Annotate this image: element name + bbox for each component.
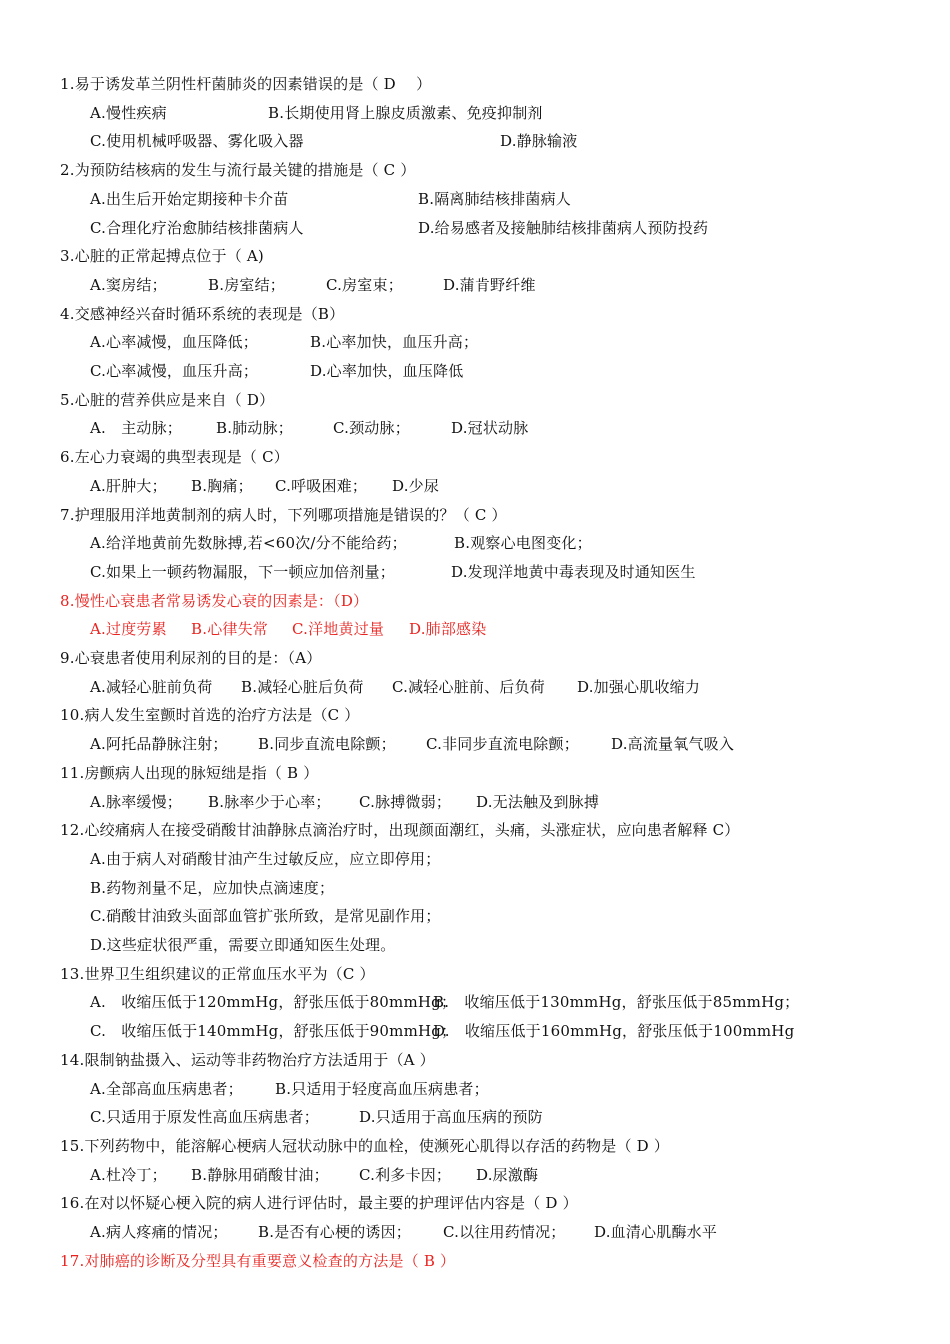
answer-option: B.同步直流电除颤； (258, 735, 396, 754)
answer-option: C.房室束； (326, 275, 403, 294)
question-stem: 8.慢性心衰患者常易诱发心衰的因素是：（D） (60, 591, 369, 610)
answer-option: B.是否有心梗的诱因； (258, 1223, 411, 1241)
answer-option: B.只适用于轻度高血压病患者； (275, 1079, 489, 1098)
answer-option: A.阿托品静脉注射； (90, 735, 228, 754)
answer-option: B.药物剂量不足，应加快点滴速度； (90, 878, 335, 897)
answer-option: C.合理化疗治愈肺结核排菌病人 (90, 218, 304, 237)
answer-option: A.由于病人对硝酸甘油产生过敏反应，应立即停用； (90, 849, 441, 868)
answer-option: D.少尿 (392, 476, 440, 495)
question-stem: 6.左心力衰竭的典型表现是（ C） (60, 448, 289, 467)
answer-option: A.病人疼痛的情况； (90, 1223, 228, 1241)
answer-option: B.胸痛； (191, 476, 253, 495)
question-stem: 13.世界卫生组织建议的正常血压水平为（C ） (60, 964, 375, 983)
answer-option: A.肝肿大； (90, 476, 167, 495)
answer-option: C.如果上一顿药物漏服，下一顿应加倍剂量； (90, 562, 395, 581)
answer-option: D.尿激酶 (476, 1165, 539, 1184)
answer-option: B.心律失常 (191, 620, 268, 639)
answer-option: D.这些症状很严重，需要立即通知医生处理。 (90, 936, 396, 954)
answer-option: D.只适用于高血压病的预防 (359, 1108, 543, 1127)
answer-option: D.肺部感染 (409, 620, 487, 639)
answer-option: C.脉搏微弱； (359, 792, 452, 811)
answer-option: C.硝酸甘油致头面部血管扩张所致，是常见副作用； (90, 907, 441, 926)
answer-option: C.减轻心脏前、后负荷 (392, 677, 545, 696)
answer-option: C.呼吸困难； (275, 476, 368, 495)
answer-option: D.加强心肌收缩力 (577, 677, 701, 696)
answer-option: B.肺动脉； (216, 419, 293, 438)
answer-option: A.慢性疾病 (90, 103, 167, 122)
question-stem: 3.心脏的正常起搏点位于（ A) (60, 247, 264, 266)
answer-option: C.以往用药情况； (443, 1223, 566, 1241)
answer-option: A.给洋地黄前先数脉搏,若<60次/分不能给药； (90, 534, 407, 553)
answer-option: C.利多卡因； (359, 1165, 452, 1184)
question-stem: 7.护理服用洋地黄制剂的病人时，下列哪项措施是错误的？（ C ） (60, 505, 507, 524)
answer-option: C.心率减慢，血压升高； (90, 362, 259, 380)
question-stem: 15.下列药物中，能溶解心梗病人冠状动脉中的血栓，使濒死心肌得以存活的药物是（ D ） (60, 1136, 670, 1155)
answer-option: B.长期使用肾上腺皮质激素、免疫抑制剂 (268, 103, 543, 122)
question-stem: 4.交感神经兴奋时循环系统的表现是（B） (60, 304, 345, 323)
answer-option: D.发现洋地黄中毒表现及时通知医生 (451, 562, 696, 581)
answer-option: D. 收缩压低于160mmHg，舒张压低于100mmHg (433, 1022, 795, 1041)
question-stem: 1.易于诱发革兰阴性杆菌肺炎的因素错误的是（ D ） (60, 75, 432, 93)
answer-option: A.脉率缓慢； (90, 792, 183, 811)
answer-option: C.颈动脉； (333, 419, 410, 438)
answer-option: D.高流量氧气吸入 (611, 735, 735, 754)
question-stem: 5.心脏的营养供应是来自（ D） (60, 390, 275, 409)
answer-option: B.房室结； (208, 275, 285, 294)
answer-option: D.冠状动脉 (451, 419, 529, 438)
answer-option: D.心率加快，血压降低 (310, 362, 464, 380)
answer-option: B.心率加快，血压升高； (310, 333, 479, 352)
question-stem: 2.为预防结核病的发生与流行最关键的措施是（ C ） (60, 161, 416, 180)
question-stem: 9.心衰患者使用利尿剂的目的是：（A） (60, 649, 322, 667)
question-stem: 14.限制钠盐摄入、运动等非药物治疗方法适用于（A ） (60, 1050, 435, 1069)
answer-option: D.蒲肯野纤维 (443, 275, 536, 294)
answer-option: A. 收缩压低于120mmHg，舒张压低于80mmHg； (90, 993, 457, 1012)
answer-option: D.静脉输液 (500, 132, 578, 151)
question-stem: 10.病人发生室颤时首选的治疗方法是（C ） (60, 706, 360, 725)
answer-option: D.给易感者及接触肺结核排菌病人预防投药 (418, 218, 709, 237)
answer-option: B.脉率少于心率； (208, 792, 331, 811)
answer-option: A.全部高血压病患者； (90, 1079, 243, 1098)
answer-option: B.隔离肺结核排菌病人 (418, 189, 571, 208)
answer-option: A.杜冷丁； (90, 1165, 167, 1184)
answer-option: A.窦房结； (90, 275, 167, 294)
answer-option: C. 收缩压低于140mmHg，舒张压低于90mmHg； (90, 1022, 457, 1041)
answer-option: B.静脉用硝酸甘油； (191, 1165, 329, 1184)
question-stem: 11.房颤病人出现的脉短绌是指（ B ） (60, 763, 319, 782)
answer-option: C.非同步直流电除颤； (426, 735, 579, 754)
answer-option: A. 主动脉； (90, 419, 183, 438)
answer-option: C.洋地黄过量 (292, 620, 385, 639)
answer-option: C.只适用于原发性高血压病患者； (90, 1108, 319, 1127)
question-stem: 16.在对以怀疑心梗入院的病人进行评估时，最主要的护理评估内容是（ D ） (60, 1194, 578, 1213)
answer-option: B.减轻心脏后负荷 (241, 677, 364, 696)
answer-option: A.过度劳累 (90, 620, 167, 639)
answer-option: A.减轻心脏前负荷 (90, 677, 213, 696)
answer-option: C.使用机械呼吸器、雾化吸入器 (90, 132, 304, 151)
question-stem: 12.心绞痛病人在接受硝酸甘油静脉点滴治疗时，出现颜面潮红，头痛，头涨症状，应向患者解释 C） (60, 821, 740, 840)
answer-option: D.血清心肌酶水平 (594, 1223, 718, 1241)
answer-option: A.出生后开始定期接种卡介苗 (90, 189, 289, 208)
answer-option: B.观察心电图变化； (454, 534, 592, 553)
answer-option: B. 收缩压低于130mmHg，舒张压低于85mmHg； (433, 993, 800, 1012)
answer-option: A.心率减慢，血压降低； (90, 333, 259, 352)
answer-option: D.无法触及到脉搏 (476, 792, 600, 811)
question-stem: 17.对肺癌的诊断及分型具有重要意义检查的方法是（ B ） (60, 1251, 456, 1270)
